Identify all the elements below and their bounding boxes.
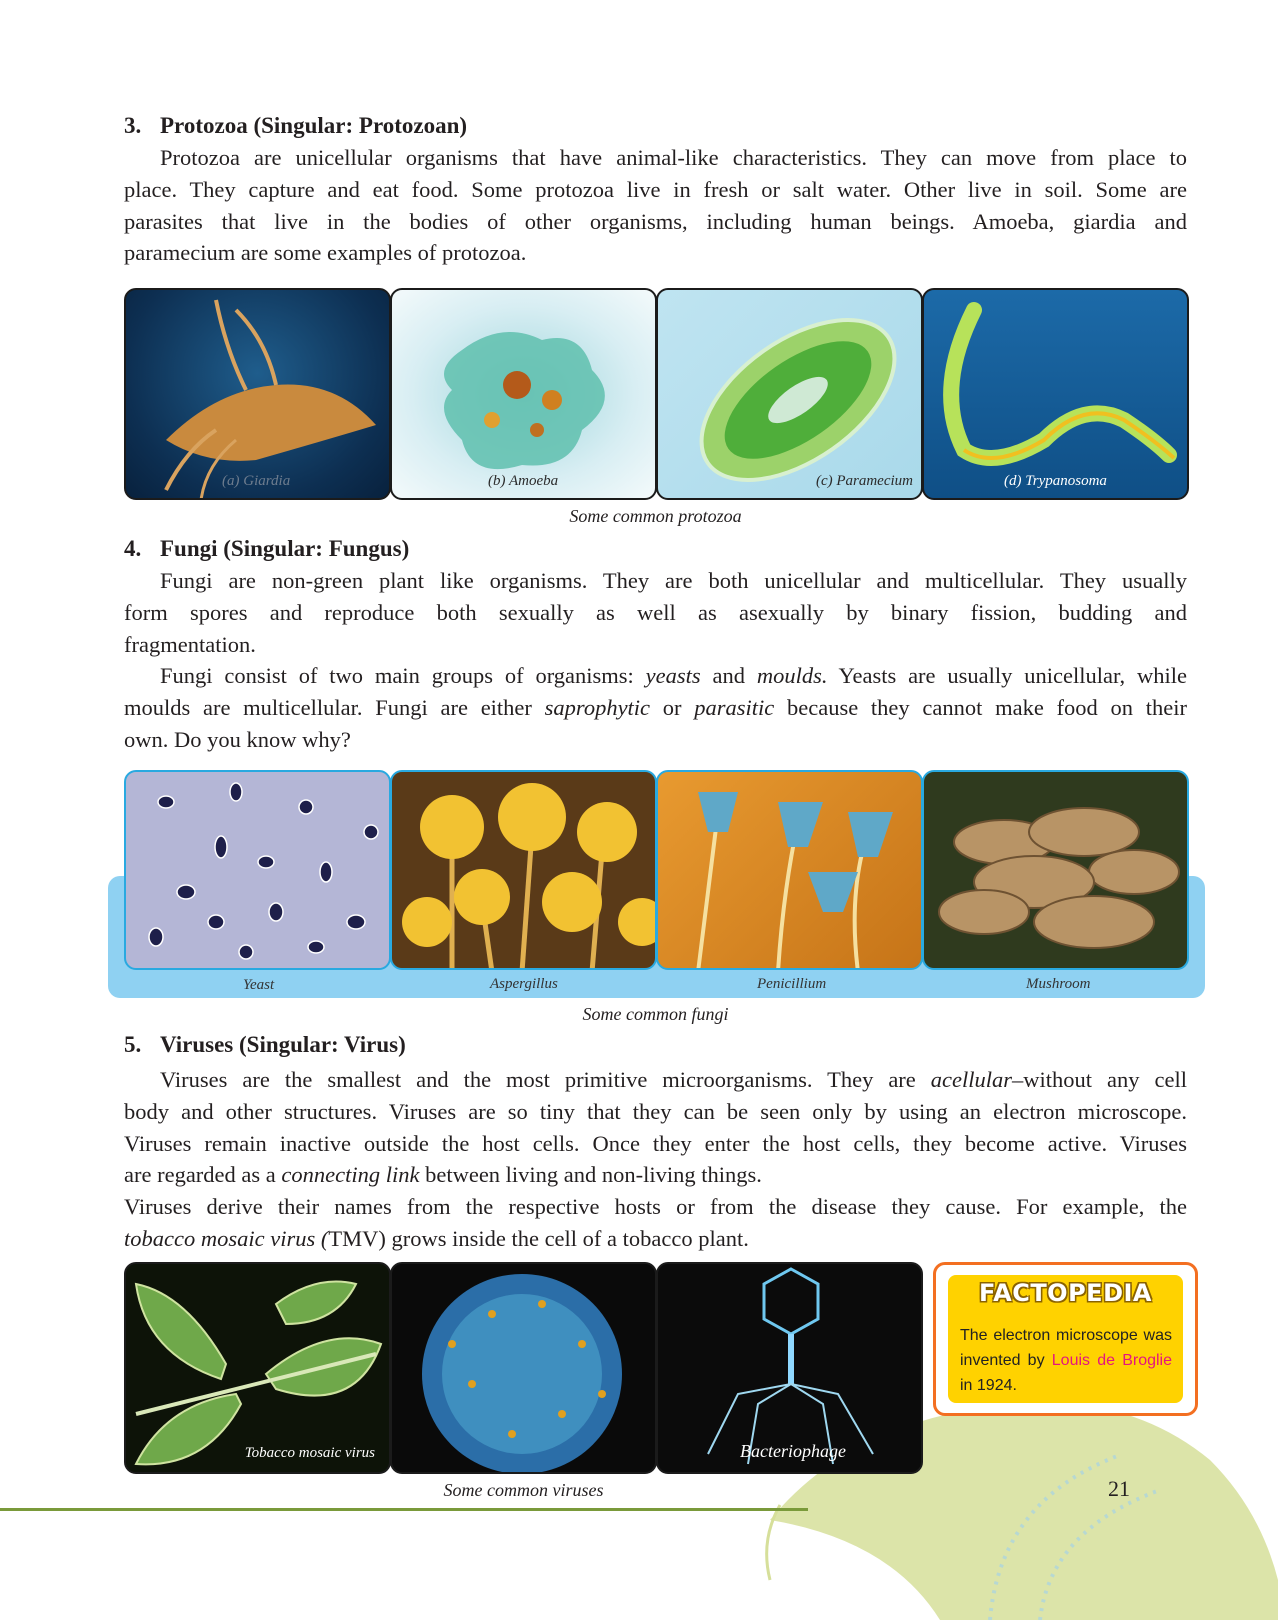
mushroom-image bbox=[922, 770, 1189, 970]
paragraph-text: Yeasts are usually unicellular, while bbox=[827, 663, 1187, 688]
penicillium-image bbox=[656, 770, 923, 970]
amoeba-image bbox=[390, 288, 657, 500]
term-moulds: moulds. bbox=[756, 663, 828, 688]
paragraph-text: –without any cell bbox=[1012, 1067, 1187, 1092]
paragraph-line: Protozoa are unicellular organisms that have animal-like characteristics. They can move from place to bbox=[160, 145, 1187, 170]
term-parasitic: parasitic bbox=[694, 694, 775, 720]
protozoa-paragraph bbox=[124, 142, 1187, 269]
image-label: Tobacco mosaic virus bbox=[244, 1445, 375, 1461]
paragraph-text: and bbox=[700, 663, 757, 688]
paragraph-text: TMV) grows inside the cell of a tobacco plant. bbox=[328, 1225, 749, 1251]
paragraph-line: place. They capture and eat food. Some protozoa live in fresh or salt water. Other live in soil. Some are bbox=[124, 176, 1187, 202]
fungi-caption: Some common fungi bbox=[582, 1004, 729, 1024]
aspergillus-label: Aspergillus bbox=[490, 976, 558, 992]
yeast-image bbox=[124, 770, 391, 970]
section-number: 4. bbox=[124, 536, 142, 561]
paramecium-image bbox=[656, 288, 923, 500]
trypanosoma-image bbox=[922, 288, 1189, 500]
image-label: Bacteriophage bbox=[740, 1441, 846, 1461]
paragraph-line: Viruses derive their names from the respective hosts or from the disease they cause. For example, the bbox=[124, 1194, 1187, 1219]
paragraph-text: moulds are multicellular. Fungi are either bbox=[124, 694, 545, 720]
section-title: Fungi (Singular: Fungus) bbox=[160, 536, 410, 561]
aspergillus-image bbox=[390, 770, 657, 970]
section-number: 5. bbox=[124, 1032, 142, 1057]
factopedia-title: FACTOPEDIA bbox=[978, 1279, 1152, 1307]
fungi-paragraph-1 bbox=[124, 565, 1187, 660]
paragraph-line: paramecium are some examples of protozoa. bbox=[124, 240, 527, 266]
viruses-paragraph-2 bbox=[124, 1191, 1187, 1255]
bacteriophage-image bbox=[656, 1262, 923, 1474]
viruses-heading bbox=[124, 1032, 406, 1058]
page-number: 21 bbox=[1108, 1476, 1130, 1501]
term-acellular: acellular bbox=[930, 1067, 1013, 1092]
fact-text-part: The electron microscope was invented by bbox=[960, 1327, 1172, 1369]
viruses-paragraph-1 bbox=[124, 1064, 1187, 1191]
penicillium-label: Penicillium bbox=[757, 976, 827, 992]
scientist-name: Louis de Broglie bbox=[1051, 1352, 1172, 1369]
section-number: 3. bbox=[124, 113, 142, 138]
factopedia-panel bbox=[948, 1275, 1183, 1403]
image-label: (a) Giardia bbox=[222, 473, 291, 489]
section-title: Viruses (Singular: Virus) bbox=[160, 1032, 406, 1057]
term-yeasts: yeasts bbox=[645, 663, 701, 688]
image-label: (d) Trypanosoma bbox=[1004, 473, 1107, 489]
image-label: (b) Amoeba bbox=[488, 473, 559, 489]
paragraph-line: own. Do you know why? bbox=[124, 726, 351, 752]
yeast-label: Yeast bbox=[243, 977, 275, 993]
fact-text-part: in 1924. bbox=[960, 1377, 1017, 1394]
paragraph-text: between living and non-living things. bbox=[419, 1162, 762, 1188]
protozoa-caption: Some common protozoa bbox=[569, 506, 742, 526]
term-saprophytic: saprophytic bbox=[544, 694, 651, 720]
paragraph-text: Fungi consist of two main groups of organisms: bbox=[160, 663, 646, 688]
paragraph-line: Viruses remain inactive outside the host cells. Once they enter the host cells, they become active. Viruses bbox=[124, 1130, 1187, 1156]
term-connecting-link: connecting link bbox=[281, 1162, 420, 1188]
paragraph-line: body and other structures. Viruses are so tiny that they can be seen only by using an electron microscope. bbox=[124, 1098, 1187, 1124]
paragraph-text: or bbox=[650, 694, 695, 720]
fungi-heading bbox=[124, 536, 409, 562]
footer-rule bbox=[0, 1508, 808, 1511]
giardia-image bbox=[124, 288, 391, 500]
paragraph-line: Fungi are non-green plant like organisms. They are both unicellular and multicellular. They usually bbox=[160, 568, 1187, 593]
section-title: Protozoa (Singular: Protozoan) bbox=[160, 113, 468, 138]
paragraph-text: because they cannot make food on their bbox=[774, 694, 1187, 720]
paragraph-line: parasites that live in the bodies of other organisms, including human beings. Amoeba, giardia and bbox=[124, 208, 1187, 234]
factopedia-box bbox=[933, 1262, 1198, 1416]
paragraph-text: Viruses are the smallest and the most primitive microorganisms. They are bbox=[160, 1067, 931, 1092]
image-label: (c) Paramecium bbox=[815, 473, 913, 489]
fungi-paragraph-2 bbox=[124, 660, 1187, 755]
virus-cell-image bbox=[390, 1262, 657, 1474]
mushroom-label: Mushroom bbox=[1026, 976, 1091, 992]
term-tmv: tobacco mosaic virus ( bbox=[124, 1225, 329, 1251]
paragraph-text: are regarded as a bbox=[124, 1162, 282, 1188]
paragraph-line: form spores and reproduce both sexually as well as asexually by binary fission, budding and bbox=[124, 599, 1187, 625]
tobacco-mosaic-virus-image bbox=[124, 1262, 391, 1474]
factopedia-text bbox=[960, 1323, 1172, 1398]
protozoa-heading bbox=[124, 113, 467, 139]
paragraph-line: fragmentation. bbox=[124, 631, 256, 657]
viruses-caption: Some common viruses bbox=[443, 1480, 604, 1500]
